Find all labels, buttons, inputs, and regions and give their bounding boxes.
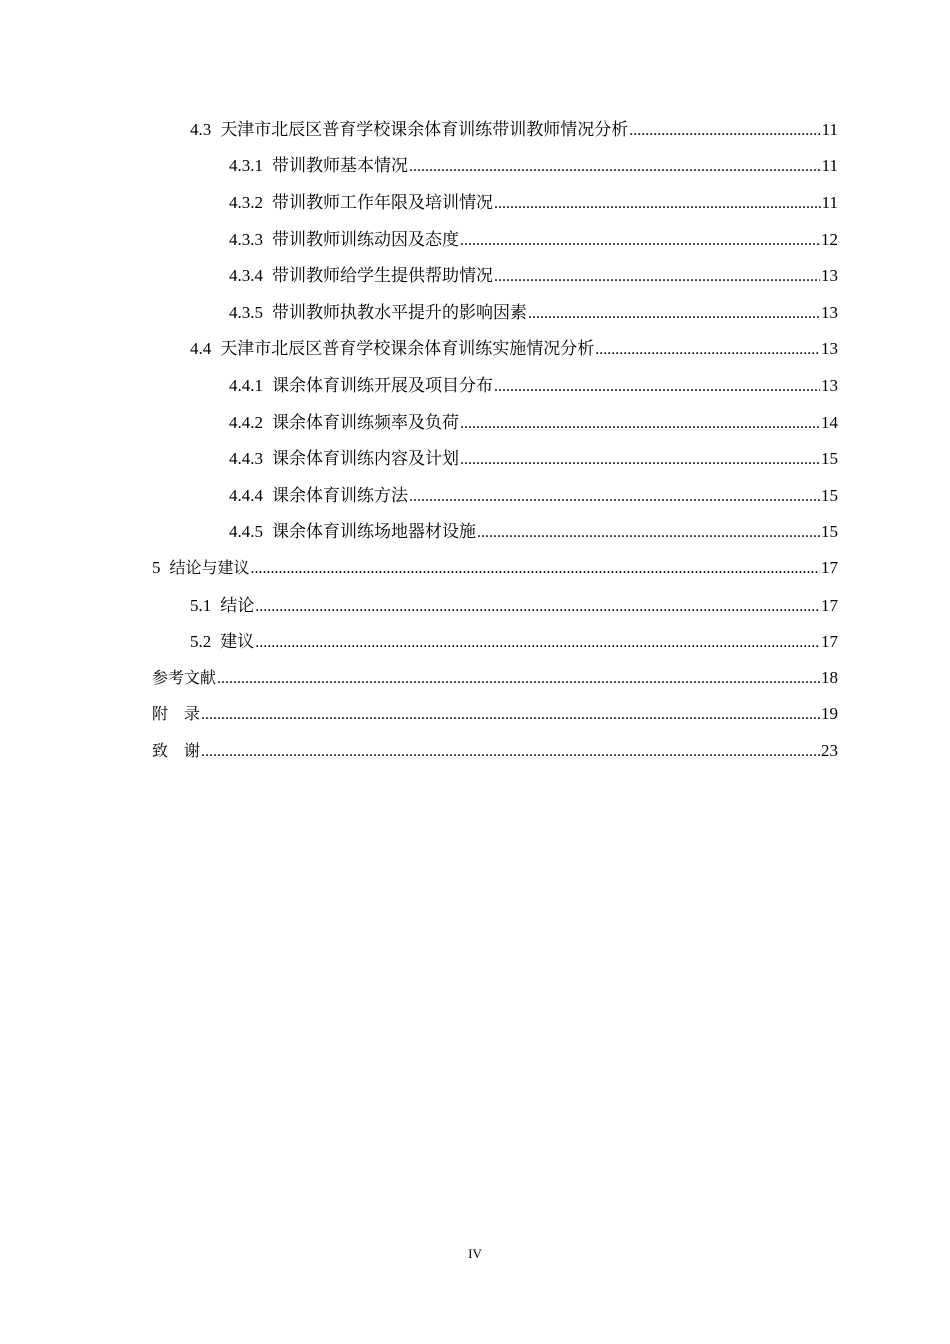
toc-entry-page: 13 [821, 302, 838, 322]
toc-leader-dots [255, 598, 820, 616]
toc-entry-number: 4.3.3 [229, 229, 263, 249]
toc-entry-number: 5 [152, 557, 161, 577]
toc-entry[interactable] [0, 182, 950, 219]
toc-entry-title: 课余体育训练方法 [272, 485, 408, 505]
toc-entry-number: 5.2 [190, 632, 212, 652]
toc-entry-page: 17 [821, 557, 838, 577]
toc-leader-dots [409, 488, 820, 506]
toc-entry[interactable] [0, 146, 950, 183]
toc-entry-page: 11 [821, 156, 838, 176]
toc-entry-page: 15 [821, 522, 838, 542]
toc-entry-page: 19 [821, 704, 838, 724]
toc-entry-page: 13 [821, 339, 838, 359]
toc-entry-page: 23 [821, 740, 838, 760]
toc-entry-number: 4.3.4 [229, 266, 263, 286]
toc-leader-dots [255, 634, 820, 652]
toc-leader-dots [409, 158, 821, 176]
toc-entry[interactable] [0, 512, 950, 549]
toc-leader-dots [595, 341, 820, 359]
toc-entry[interactable] [0, 329, 950, 366]
toc-leader-dots [460, 451, 820, 469]
toc-leader-dots [460, 415, 820, 433]
toc-entry-title: 致 谢 [152, 740, 201, 760]
toc-entry-title: 课余体育训练频率及负荷 [272, 412, 459, 432]
toc-entry-title: 附 录 [152, 704, 201, 724]
toc-entry-number: 4.3.5 [229, 302, 263, 322]
toc-entry[interactable] [0, 658, 950, 695]
toc-entry[interactable] [0, 255, 950, 292]
toc-entry-number: 4.4.1 [229, 375, 263, 395]
toc-entry-title: 课余体育训练开展及项目分布 [272, 375, 493, 395]
toc-entry-title: 结论与建议 [169, 557, 250, 577]
toc-entry[interactable] [0, 438, 950, 475]
toc-entry[interactable] [0, 475, 950, 512]
toc-entry[interactable] [0, 585, 950, 622]
toc-entry[interactable] [0, 109, 950, 146]
toc-entry-title: 带训教师给学生提供帮助情况 [272, 266, 493, 286]
toc-entry-number: 4.4.2 [229, 412, 263, 432]
toc-leader-dots [201, 706, 820, 724]
toc-entry-number: 4.4.3 [229, 449, 263, 469]
toc-entry[interactable] [0, 219, 950, 256]
page-number-footer: IV [468, 1246, 482, 1261]
toc-entry-number: 4.4.4 [229, 485, 263, 505]
toc-entry-page: 15 [821, 485, 838, 505]
toc-entry-title: 参考文献 [152, 667, 217, 687]
toc-entry-page: 13 [821, 375, 838, 395]
toc-entry-page: 18 [821, 667, 838, 687]
toc-entry-number: 4.3.1 [229, 156, 263, 176]
toc-entry[interactable] [0, 548, 950, 585]
toc-entry[interactable] [0, 731, 950, 768]
toc-entry[interactable] [0, 695, 950, 732]
toc-entry-title: 课余体育训练场地器材设施 [272, 522, 476, 542]
toc-entry-page: 14 [821, 412, 838, 432]
toc-entry-page: 13 [821, 266, 838, 286]
toc-leader-dots [217, 670, 820, 688]
table-of-contents [0, 109, 950, 768]
toc-entry-title: 天津市北辰区普育学校课余体育训练实施情况分析 [220, 339, 595, 359]
toc-entry[interactable] [0, 365, 950, 402]
toc-entry-title: 天津市北辰区普育学校课余体育训练带训教师情况分析 [220, 119, 629, 139]
toc-leader-dots [251, 560, 820, 578]
toc-entry-page: 17 [821, 632, 838, 652]
toc-entry-page: 11 [821, 119, 838, 139]
toc-entry-page: 15 [821, 449, 838, 469]
toc-leader-dots [494, 378, 820, 396]
toc-leader-dots [201, 743, 820, 761]
toc-entry-title: 建议 [220, 632, 255, 652]
toc-leader-dots [477, 524, 820, 542]
toc-entry[interactable] [0, 292, 950, 329]
toc-leader-dots [494, 195, 821, 213]
toc-entry-page: 17 [821, 595, 838, 615]
toc-entry-title: 带训教师工作年限及培训情况 [272, 192, 493, 212]
toc-entry-page: 11 [821, 192, 838, 212]
toc-entry-title: 带训教师基本情况 [272, 156, 408, 176]
toc-leader-dots [494, 268, 820, 286]
toc-entry-number: 4.4.5 [229, 522, 263, 542]
toc-entry-page: 12 [821, 229, 838, 249]
toc-entry-number: 4.4 [190, 339, 212, 359]
toc-entry-number: 4.3 [190, 119, 212, 139]
toc-entry-title: 结论 [220, 595, 255, 615]
toc-entry[interactable] [0, 621, 950, 658]
toc-leader-dots [460, 232, 820, 250]
toc-entry-title: 带训教师训练动因及态度 [272, 229, 459, 249]
toc-leader-dots [629, 122, 820, 140]
toc-entry[interactable] [0, 402, 950, 439]
toc-leader-dots [528, 305, 820, 323]
toc-entry-number: 4.3.2 [229, 192, 263, 212]
toc-entry-title: 带训教师执教水平提升的影响因素 [272, 302, 527, 322]
toc-entry-title: 课余体育训练内容及计划 [272, 449, 459, 469]
toc-entry-number: 5.1 [190, 595, 212, 615]
